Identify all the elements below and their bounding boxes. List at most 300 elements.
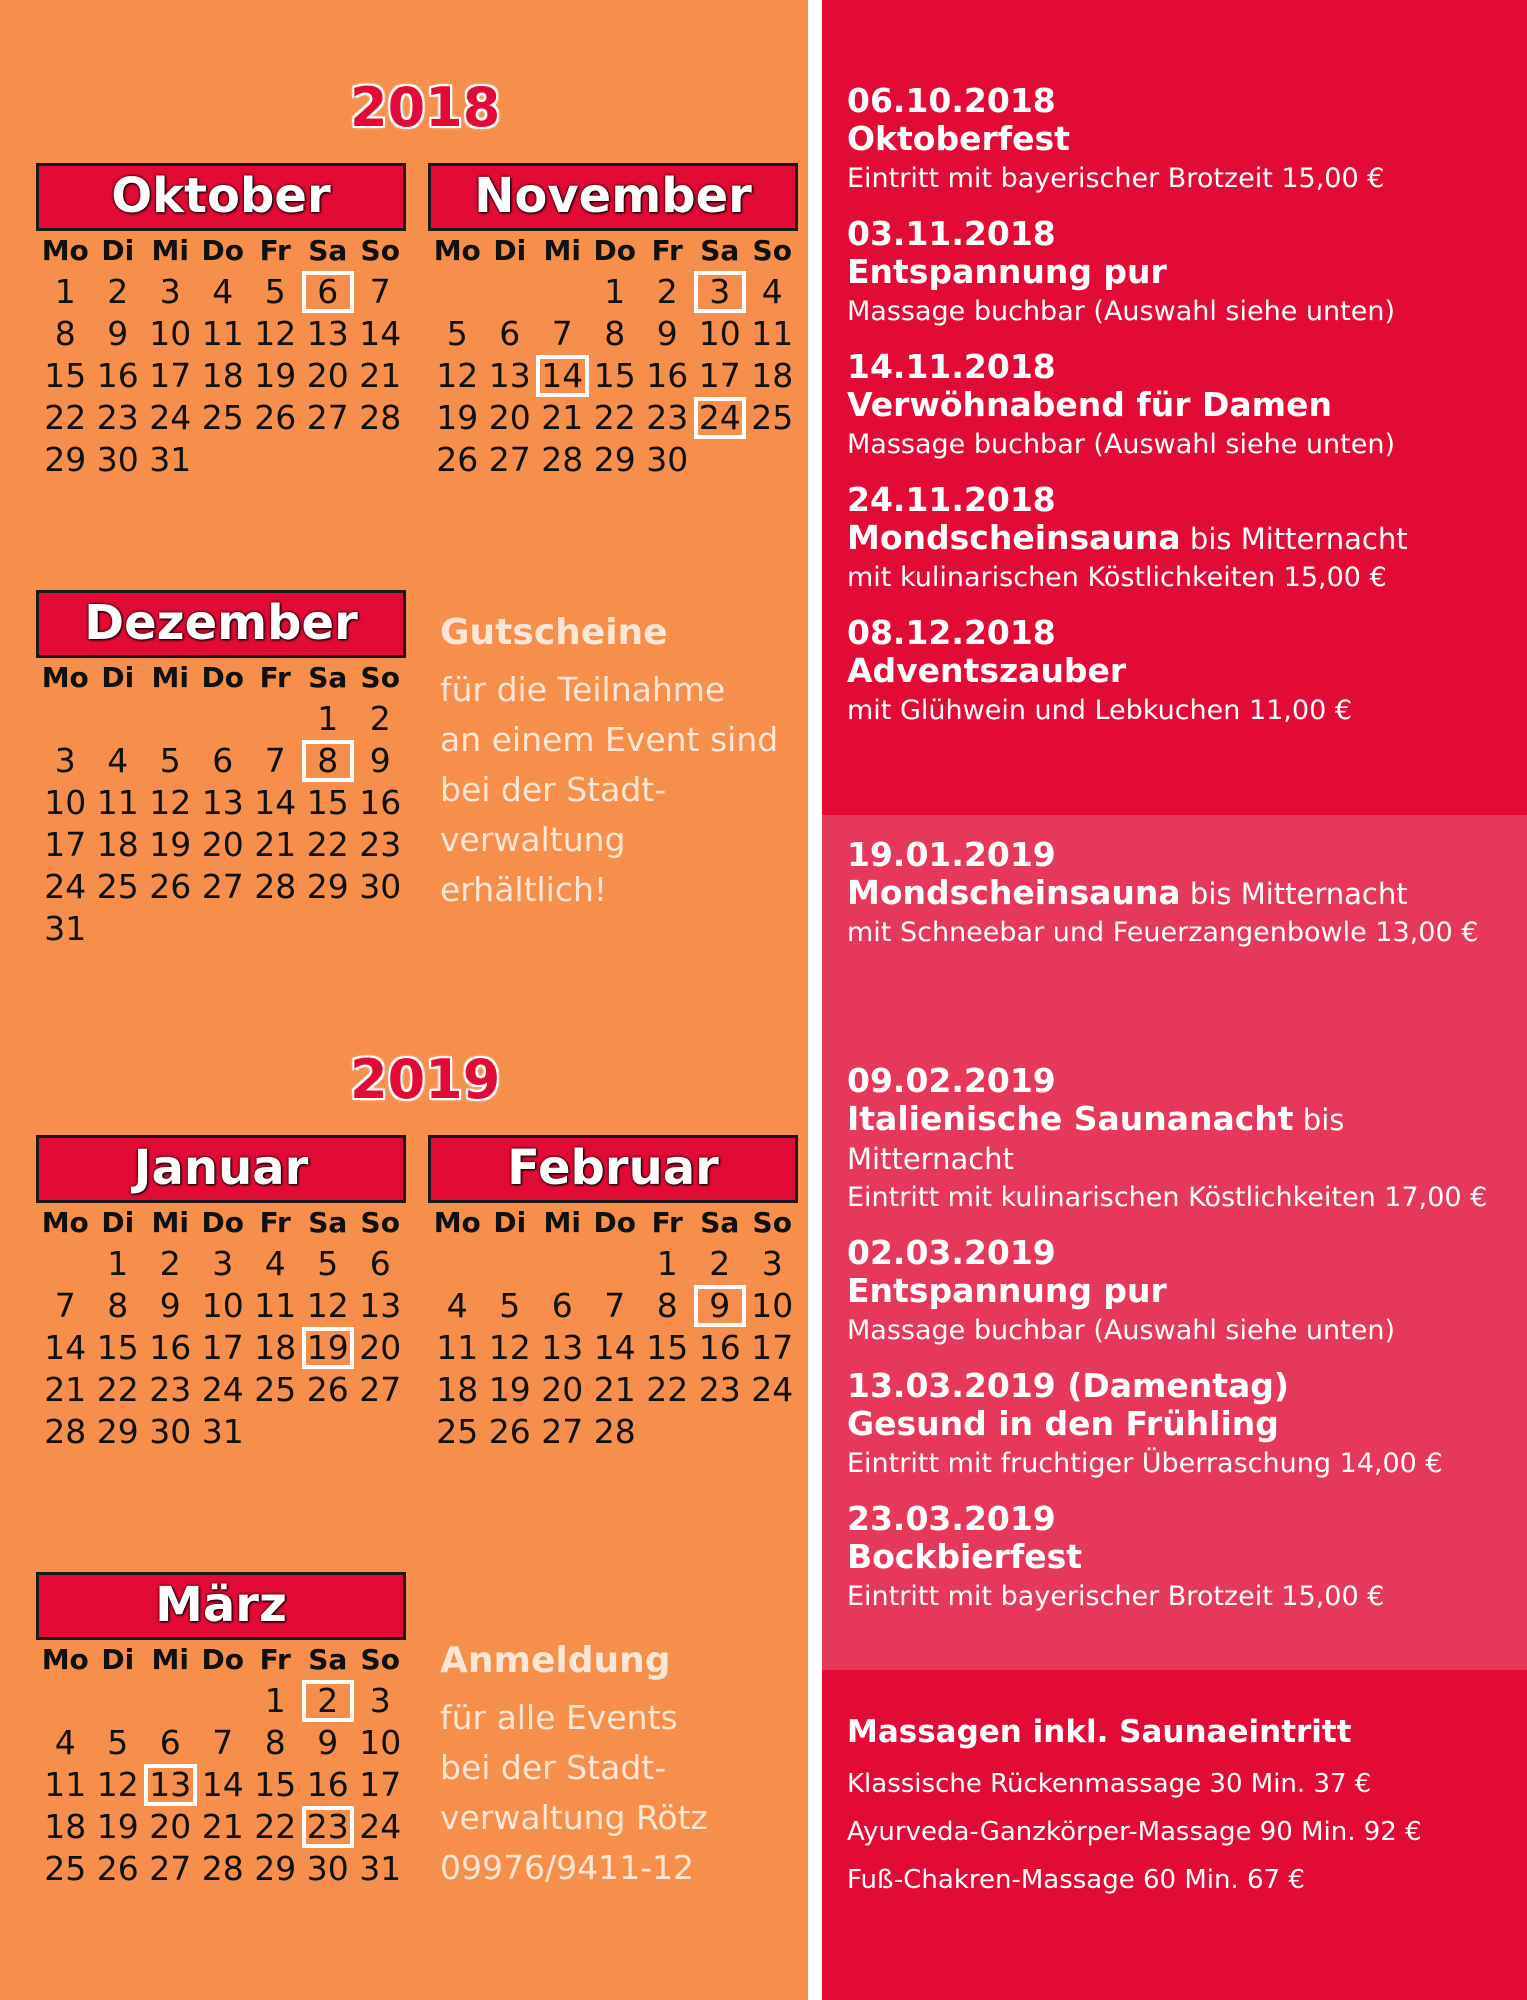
divider	[808, 0, 822, 2000]
anmeldung-phone: 09976/9411-12	[440, 1848, 694, 1887]
event-desc: mit Glühwein und Lebkuchen 11,00 €	[847, 695, 1353, 726]
weekday-label: Mo	[41, 1643, 89, 1676]
event-extra: bis Mitternacht	[1180, 522, 1408, 556]
day-cell: 22	[96, 1370, 139, 1409]
month-title: Dezember	[36, 590, 406, 658]
weekday-label: Di	[493, 1206, 527, 1239]
weekday-label: Sa	[308, 1643, 348, 1676]
day-cell: 1	[264, 1681, 286, 1720]
empty-day-cell	[536, 271, 589, 313]
event-day-cell: 8	[302, 740, 355, 782]
event-day-cell: 23	[302, 1806, 355, 1848]
massage-item: Fuß-Chakren-Massage 60 Min. 67 €	[847, 1865, 1305, 1895]
day-cell: 26	[254, 398, 297, 437]
month-title: Oktober	[36, 163, 406, 231]
weekday-label: Di	[101, 1643, 135, 1676]
day-cell: 10	[149, 314, 192, 353]
event-date: 09.02.2019	[847, 1061, 1056, 1100]
day-cell: 3	[369, 1681, 391, 1720]
day-cell: 26	[306, 1370, 349, 1409]
weekday-label: Mo	[41, 1206, 89, 1239]
empty-day-cell	[249, 698, 302, 740]
day-cell: 27	[488, 440, 531, 479]
day-cell: 23	[359, 825, 402, 864]
day-cell: 3	[761, 1244, 783, 1283]
day-cell: 24	[359, 1807, 402, 1846]
day-cell: 14	[44, 1328, 87, 1367]
weekday-label: Mi	[151, 1206, 189, 1239]
event-day-cell: 13	[144, 1764, 197, 1806]
weekday-label: Do	[201, 661, 244, 694]
day-cell: 19	[149, 825, 192, 864]
day-cell: 22	[593, 398, 636, 437]
day-cell: 29	[593, 440, 636, 479]
day-cell: 5	[159, 741, 181, 780]
day-cell: 19	[96, 1807, 139, 1846]
month-title: März	[36, 1572, 406, 1640]
day-cell: 2	[369, 699, 391, 738]
gutscheine-info	[440, 612, 800, 915]
event-item	[847, 348, 1507, 465]
day-cell: 6	[499, 314, 521, 353]
weekday-label: So	[360, 661, 400, 694]
day-cell: 28	[254, 867, 297, 906]
weekday-label: Fr	[651, 234, 683, 267]
event-desc: Massage buchbar (Auswahl siehe unten)	[847, 296, 1395, 327]
weekday-label: Mo	[41, 234, 89, 267]
day-cell: 2	[159, 1244, 181, 1283]
year-2018-label: 2018	[350, 76, 501, 139]
day-cell: 20	[306, 356, 349, 395]
day-cell: 9	[317, 1723, 339, 1762]
day-cell: 9	[107, 314, 129, 353]
gutscheine-line: bei der Stadt-	[440, 770, 667, 809]
event-date: 14.11.2018	[847, 347, 1056, 386]
event-item	[847, 614, 1507, 731]
day-cell: 20	[201, 825, 244, 864]
weekday-label: Do	[593, 234, 636, 267]
event-date: 06.10.2018	[847, 81, 1056, 120]
day-cell: 21	[254, 825, 297, 864]
month-grid	[39, 1640, 406, 1890]
weekday-label: Mo	[433, 234, 481, 267]
event-day-cell: 14	[536, 355, 589, 397]
day-cell: 16	[149, 1328, 192, 1367]
day-cell: 14	[593, 1328, 636, 1367]
day-cell: 12	[254, 314, 297, 353]
event-day-cell: 19	[302, 1327, 355, 1369]
event-name: Verwöhnabend für Damen	[847, 385, 1332, 424]
event-day-cell: 24	[694, 397, 747, 439]
day-cell: 8	[604, 314, 626, 353]
event-name: Gesund in den Frühling	[847, 1404, 1279, 1443]
day-cell: 1	[604, 272, 626, 311]
day-cell: 25	[44, 1849, 87, 1888]
weekday-label: Do	[201, 1643, 244, 1676]
events-list-2018	[847, 82, 1507, 747]
events-list-2019	[847, 1062, 1507, 1633]
month-title: Februar	[428, 1135, 798, 1203]
calendar-month	[36, 1135, 406, 1453]
gutscheine-line: für die Teilnahme	[440, 670, 726, 709]
day-cell: 21	[541, 398, 584, 437]
day-cell: 22	[254, 1807, 297, 1846]
day-cell: 13	[306, 314, 349, 353]
event-desc: Eintritt mit bayerischer Brotzeit 15,00 €	[847, 1581, 1385, 1612]
day-cell: 1	[107, 1244, 129, 1283]
month-title: November	[428, 163, 798, 231]
anmeldung-title: Anmeldung	[440, 1640, 671, 1681]
day-cell: 27	[541, 1412, 584, 1451]
day-cell: 4	[264, 1244, 286, 1283]
weekday-label: Mi	[543, 234, 581, 267]
event-date: 03.11.2018	[847, 214, 1056, 253]
day-cell: 29	[306, 867, 349, 906]
event-day-cell: 9	[694, 1285, 747, 1327]
calendar-month	[36, 163, 406, 481]
day-cell: 10	[201, 1286, 244, 1325]
day-cell: 25	[96, 867, 139, 906]
month-grid	[39, 1203, 406, 1453]
day-cell: 15	[646, 1328, 689, 1367]
day-cell: 9	[369, 741, 391, 780]
day-cell: 7	[264, 741, 286, 780]
day-cell: 11	[254, 1286, 297, 1325]
event-item	[847, 1234, 1507, 1351]
day-cell: 18	[44, 1807, 87, 1846]
empty-day-cell	[589, 1243, 642, 1285]
day-cell: 15	[96, 1328, 139, 1367]
day-cell: 6	[551, 1286, 573, 1325]
day-cell: 30	[149, 1412, 192, 1451]
event-name: Mondscheinsauna	[847, 873, 1181, 912]
event-day-cell: 2	[302, 1680, 355, 1722]
event-date: 02.03.2019	[847, 1233, 1056, 1272]
day-cell: 28	[359, 398, 402, 437]
day-cell: 6	[159, 1723, 181, 1762]
day-cell: 3	[212, 1244, 234, 1283]
event-date: 08.12.2018	[847, 613, 1056, 652]
month-grid	[431, 231, 798, 481]
day-cell: 11	[436, 1328, 479, 1367]
day-cell: 22	[646, 1370, 689, 1409]
event-date: 13.03.2019 (Damentag)	[847, 1366, 1290, 1405]
weekday-label: Sa	[700, 1206, 740, 1239]
day-cell: 3	[54, 741, 76, 780]
weekday-label: Fr	[259, 234, 291, 267]
event-item	[847, 215, 1507, 332]
event-extra: bis Mitternacht	[847, 1103, 1345, 1176]
empty-day-cell	[197, 698, 250, 740]
event-desc: mit kulinarischen Köstlichkeiten 15,00 €	[847, 562, 1387, 593]
day-cell: 30	[306, 1849, 349, 1888]
massage-list	[847, 1714, 1507, 1904]
month-grid	[39, 231, 406, 481]
event-item	[847, 1500, 1507, 1617]
gutscheine-line: erhältlich!	[440, 870, 608, 909]
weekday-label: So	[360, 234, 400, 267]
day-cell: 18	[254, 1328, 297, 1367]
weekday-label: Di	[101, 661, 135, 694]
day-cell: 24	[149, 398, 192, 437]
event-name: Oktoberfest	[847, 119, 1070, 158]
events-list-2019-jan	[847, 836, 1507, 969]
event-day-cell: 3	[694, 271, 747, 313]
empty-day-cell	[92, 698, 145, 740]
day-cell: 27	[149, 1849, 192, 1888]
day-cell: 15	[306, 783, 349, 822]
month-grid	[431, 1203, 798, 1453]
day-cell: 23	[149, 1370, 192, 1409]
day-cell: 1	[317, 699, 339, 738]
day-cell: 13	[541, 1328, 584, 1367]
day-cell: 18	[436, 1370, 479, 1409]
anmeldung-info	[440, 1640, 800, 1893]
empty-day-cell	[431, 1243, 484, 1285]
day-cell: 25	[201, 398, 244, 437]
day-cell: 25	[254, 1370, 297, 1409]
day-cell: 12	[306, 1286, 349, 1325]
day-cell: 5	[446, 314, 468, 353]
anmeldung-line: für alle Events	[440, 1698, 678, 1737]
empty-day-cell	[39, 1243, 92, 1285]
empty-day-cell	[144, 1680, 197, 1722]
weekday-label: So	[360, 1206, 400, 1239]
day-cell: 10	[751, 1286, 794, 1325]
day-cell: 17	[149, 356, 192, 395]
day-cell: 31	[44, 909, 87, 948]
empty-day-cell	[144, 698, 197, 740]
day-cell: 21	[359, 356, 402, 395]
day-cell: 6	[369, 1244, 391, 1283]
event-item	[847, 1367, 1507, 1484]
day-cell: 4	[212, 272, 234, 311]
day-cell: 8	[656, 1286, 678, 1325]
day-cell: 22	[306, 825, 349, 864]
event-date: 24.11.2018	[847, 480, 1056, 519]
event-desc: Eintritt mit fruchtiger Überraschung 14,00 €	[847, 1448, 1443, 1479]
day-cell: 13	[201, 783, 244, 822]
day-cell: 10	[359, 1723, 402, 1762]
empty-day-cell	[484, 271, 537, 313]
weekday-label: Fr	[651, 1206, 683, 1239]
day-cell: 7	[551, 314, 573, 353]
day-cell: 21	[44, 1370, 87, 1409]
day-cell: 6	[212, 741, 234, 780]
day-cell: 17	[44, 825, 87, 864]
day-cell: 24	[201, 1370, 244, 1409]
event-extra: bis Mitternacht	[1180, 877, 1408, 911]
calendar-month	[36, 1572, 406, 1890]
day-cell: 26	[488, 1412, 531, 1451]
day-cell: 12	[436, 356, 479, 395]
empty-day-cell	[536, 1243, 589, 1285]
weekday-label: So	[752, 234, 792, 267]
weekday-label: Sa	[308, 661, 348, 694]
event-item	[847, 481, 1507, 598]
day-cell: 13	[488, 356, 531, 395]
event-name: Bockbierfest	[847, 1537, 1083, 1576]
day-cell: 11	[96, 783, 139, 822]
day-cell: 4	[446, 1286, 468, 1325]
empty-day-cell	[197, 1680, 250, 1722]
day-cell: 21	[201, 1807, 244, 1846]
event-desc: Eintritt mit bayerischer Brotzeit 15,00 €	[847, 163, 1385, 194]
day-cell: 23	[698, 1370, 741, 1409]
day-cell: 1	[656, 1244, 678, 1283]
day-cell: 5	[499, 1286, 521, 1325]
day-cell: 2	[709, 1244, 731, 1283]
day-cell: 4	[107, 741, 129, 780]
day-cell: 18	[96, 825, 139, 864]
anmeldung-line: verwaltung Rötz	[440, 1798, 708, 1837]
day-cell: 2	[656, 272, 678, 311]
day-cell: 26	[96, 1849, 139, 1888]
weekday-label: Mi	[151, 234, 189, 267]
day-cell: 8	[264, 1723, 286, 1762]
day-cell: 17	[751, 1328, 794, 1367]
day-cell: 16	[96, 356, 139, 395]
event-name: Italienische Saunanacht	[847, 1099, 1294, 1138]
month-grid	[39, 658, 406, 950]
day-cell: 5	[317, 1244, 339, 1283]
day-cell: 9	[159, 1286, 181, 1325]
weekday-label: Fr	[259, 661, 291, 694]
day-cell: 12	[488, 1328, 531, 1367]
weekday-label: So	[752, 1206, 792, 1239]
event-desc: Massage buchbar (Auswahl siehe unten)	[847, 429, 1395, 460]
event-desc: Massage buchbar (Auswahl siehe unten)	[847, 1315, 1395, 1346]
weekday-label: Mi	[543, 1206, 581, 1239]
event-name: Entspannung pur	[847, 1271, 1167, 1310]
day-cell: 10	[698, 314, 741, 353]
gutscheine-line: verwaltung	[440, 820, 626, 859]
weekday-label: Di	[101, 1206, 135, 1239]
weekday-label: Sa	[308, 1206, 348, 1239]
empty-day-cell	[39, 698, 92, 740]
event-day-cell: 6	[302, 271, 355, 313]
day-cell: 4	[761, 272, 783, 311]
day-cell: 19	[488, 1370, 531, 1409]
weekday-label: Di	[493, 234, 527, 267]
day-cell: 18	[751, 356, 794, 395]
day-cell: 30	[646, 440, 689, 479]
day-cell: 16	[306, 1765, 349, 1804]
event-name: Mondscheinsauna	[847, 518, 1181, 557]
event-item	[847, 1062, 1507, 1218]
day-cell: 12	[149, 783, 192, 822]
day-cell: 24	[44, 867, 87, 906]
event-date: 23.03.2019	[847, 1499, 1056, 1538]
weekday-label: Sa	[700, 234, 740, 267]
gutscheine-line: an einem Event sind	[440, 720, 779, 759]
year-2019-label: 2019	[350, 1048, 501, 1111]
day-cell: 20	[359, 1328, 402, 1367]
weekday-label: Di	[101, 234, 135, 267]
event-desc: mit Schneebar und Feuerzangenbowle 13,00 €	[847, 917, 1479, 948]
calendar-month	[36, 590, 406, 950]
day-cell: 25	[751, 398, 794, 437]
day-cell: 5	[107, 1723, 129, 1762]
day-cell: 28	[201, 1849, 244, 1888]
day-cell: 8	[54, 314, 76, 353]
weekday-label: Fr	[259, 1643, 291, 1676]
day-cell: 7	[604, 1286, 626, 1325]
day-cell: 27	[306, 398, 349, 437]
weekday-label: So	[360, 1643, 400, 1676]
day-cell: 2	[107, 272, 129, 311]
weekday-label: Sa	[308, 234, 348, 267]
day-cell: 29	[96, 1412, 139, 1451]
day-cell: 23	[646, 398, 689, 437]
day-cell: 30	[359, 867, 402, 906]
day-cell: 16	[359, 783, 402, 822]
empty-day-cell	[431, 271, 484, 313]
day-cell: 11	[751, 314, 794, 353]
day-cell: 19	[254, 356, 297, 395]
day-cell: 26	[149, 867, 192, 906]
day-cell: 7	[369, 272, 391, 311]
day-cell: 3	[159, 272, 181, 311]
day-cell: 21	[593, 1370, 636, 1409]
day-cell: 7	[54, 1286, 76, 1325]
day-cell: 9	[656, 314, 678, 353]
day-cell: 28	[44, 1412, 87, 1451]
day-cell: 30	[96, 440, 139, 479]
empty-day-cell	[484, 1243, 537, 1285]
event-desc: Eintritt mit kulinarischen Köstlichkeiten 17,00 €	[847, 1182, 1488, 1213]
empty-day-cell	[92, 1680, 145, 1722]
weekday-label: Do	[593, 1206, 636, 1239]
massage-item: Ayurveda-Ganzkörper-Massage 90 Min. 92 €	[847, 1817, 1422, 1847]
anmeldung-line: bei der Stadt-	[440, 1748, 667, 1787]
day-cell: 20	[541, 1370, 584, 1409]
event-name: Entspannung pur	[847, 252, 1167, 291]
day-cell: 31	[149, 440, 192, 479]
calendar-month	[428, 1135, 798, 1453]
day-cell: 26	[436, 440, 479, 479]
weekday-label: Mi	[151, 661, 189, 694]
gutscheine-title: Gutscheine	[440, 612, 668, 653]
day-cell: 14	[254, 783, 297, 822]
day-cell: 15	[254, 1765, 297, 1804]
day-cell: 20	[488, 398, 531, 437]
day-cell: 7	[212, 1723, 234, 1762]
event-name: Adventszauber	[847, 651, 1127, 690]
day-cell: 14	[359, 314, 402, 353]
weekday-label: Mo	[41, 661, 89, 694]
day-cell: 31	[201, 1412, 244, 1451]
calendar-month	[428, 163, 798, 481]
massage-title: Massagen inkl. Saunaeintritt	[847, 1714, 1352, 1750]
weekday-label: Do	[201, 234, 244, 267]
day-cell: 16	[646, 356, 689, 395]
weekday-label: Mi	[151, 1643, 189, 1676]
day-cell: 31	[359, 1849, 402, 1888]
empty-day-cell	[39, 1680, 92, 1722]
day-cell: 15	[44, 356, 87, 395]
weekday-label: Mo	[433, 1206, 481, 1239]
day-cell: 12	[96, 1765, 139, 1804]
day-cell: 17	[201, 1328, 244, 1367]
day-cell: 13	[359, 1286, 402, 1325]
day-cell: 15	[593, 356, 636, 395]
day-cell: 17	[359, 1765, 402, 1804]
day-cell: 28	[541, 440, 584, 479]
day-cell: 19	[436, 398, 479, 437]
day-cell: 25	[436, 1412, 479, 1451]
event-date: 19.01.2019	[847, 835, 1056, 874]
